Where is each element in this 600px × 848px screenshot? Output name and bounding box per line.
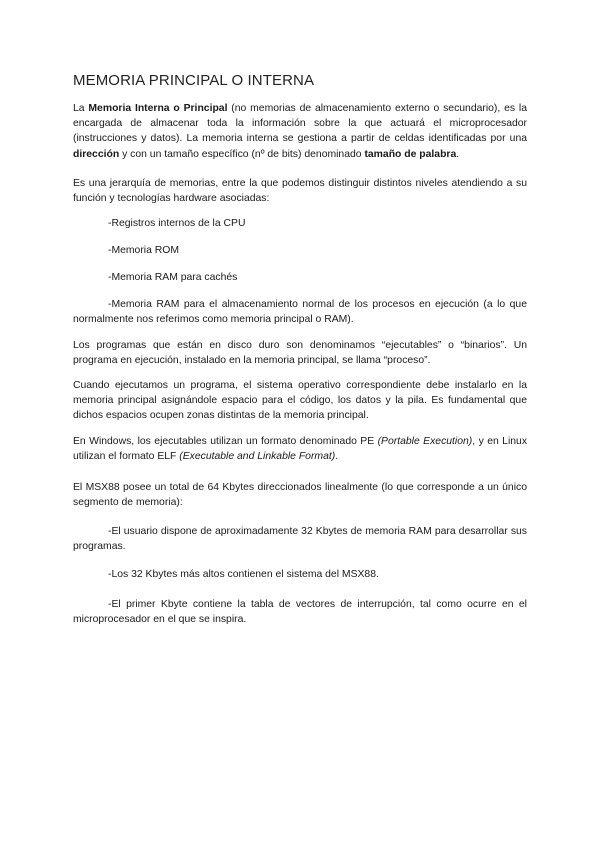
intro-text-3: y con un tamaño específico (nº de bits) denominado [119,148,365,160]
intro-text-2: (no memorias de almacenamiento externo o secundario), es la encargada de almacenar toda la información sobre la que actuará el microprocesador (instrucciones y datos). La memoria interna se gestiona a partir de celdas identificadas por una [73,103,527,145]
formats-text-1: En Windows, los ejecutables utilizan un formato denominado PE [73,436,378,447]
intro-text-1: La [73,103,89,114]
formats-italic-pe: (Portable Execution) [377,436,473,447]
level-item-main-ram: -Memoria RAM para el almacenamiento normal de los procesos en ejecución (a lo que normalmente nos referimos como memoria principal o RAM). [73,299,527,326]
intro-paragraph [73,101,527,162]
formats-paragraph [73,434,527,464]
intro-bold-direccion: dirección [73,148,120,160]
intro-bold-term: Memoria Interna o Principal [88,103,228,114]
intro-bold-palabra: tamaño de palabra [364,148,457,160]
formats-italic-elf: (Executable and Linkable Format) [179,451,336,463]
programs-paragraph: Los programas que están en disco duro son denominamos “ejecutables” o “binarios”. Un programa en ejecución, instalado en la memoria principal, se llama “proceso”. [73,340,527,367]
formats-text-2: , y en Linux utilizan el formato ELF [73,436,528,463]
page-title: MEMORIA PRINCIPAL O INTERNA [73,72,315,89]
msx-item-user-ram: -El usuario dispone de aproximadamente 32 Kbytes de memoria RAM para desarrollar sus programas. [73,526,527,553]
msx-item-system: -Los 32 Kbytes más altos contienen el sistema del MSX88. [108,569,379,580]
intro-text-4: . [456,148,460,160]
hierarchy-paragraph: Es una jerarquía de memorias, entre la que podemos distinguir distintos niveles atendiendo a su función y tecnologías hardware asociadas: [73,178,527,205]
level-item-rom: -Memoria ROM [108,245,180,256]
msx88-paragraph: El MSX88 posee un total de 64 Kbytes direccionados linealmente (lo que corresponde a un único segmento de memoria): [73,482,527,509]
msx-item-vectors: -El primer Kbyte contiene la tabla de vectores de interrupción, tal como ocurre en el microprocesador en el que se inspira. [73,599,527,626]
level-item-cache-ram: -Memoria RAM para cachés [108,272,238,283]
execution-paragraph: Cuando ejecutamos un programa, el sistema operativo correspondiente debe instalarlo en la memoria principal asignándole espacio para el código, los datos y la pila. Es fundamental que dichos espacios ocupen zonas distintas de la memoria principal. [73,380,527,422]
formats-text-3: . [335,451,339,463]
level-item-registers: -Registros internos de la CPU [108,218,246,229]
